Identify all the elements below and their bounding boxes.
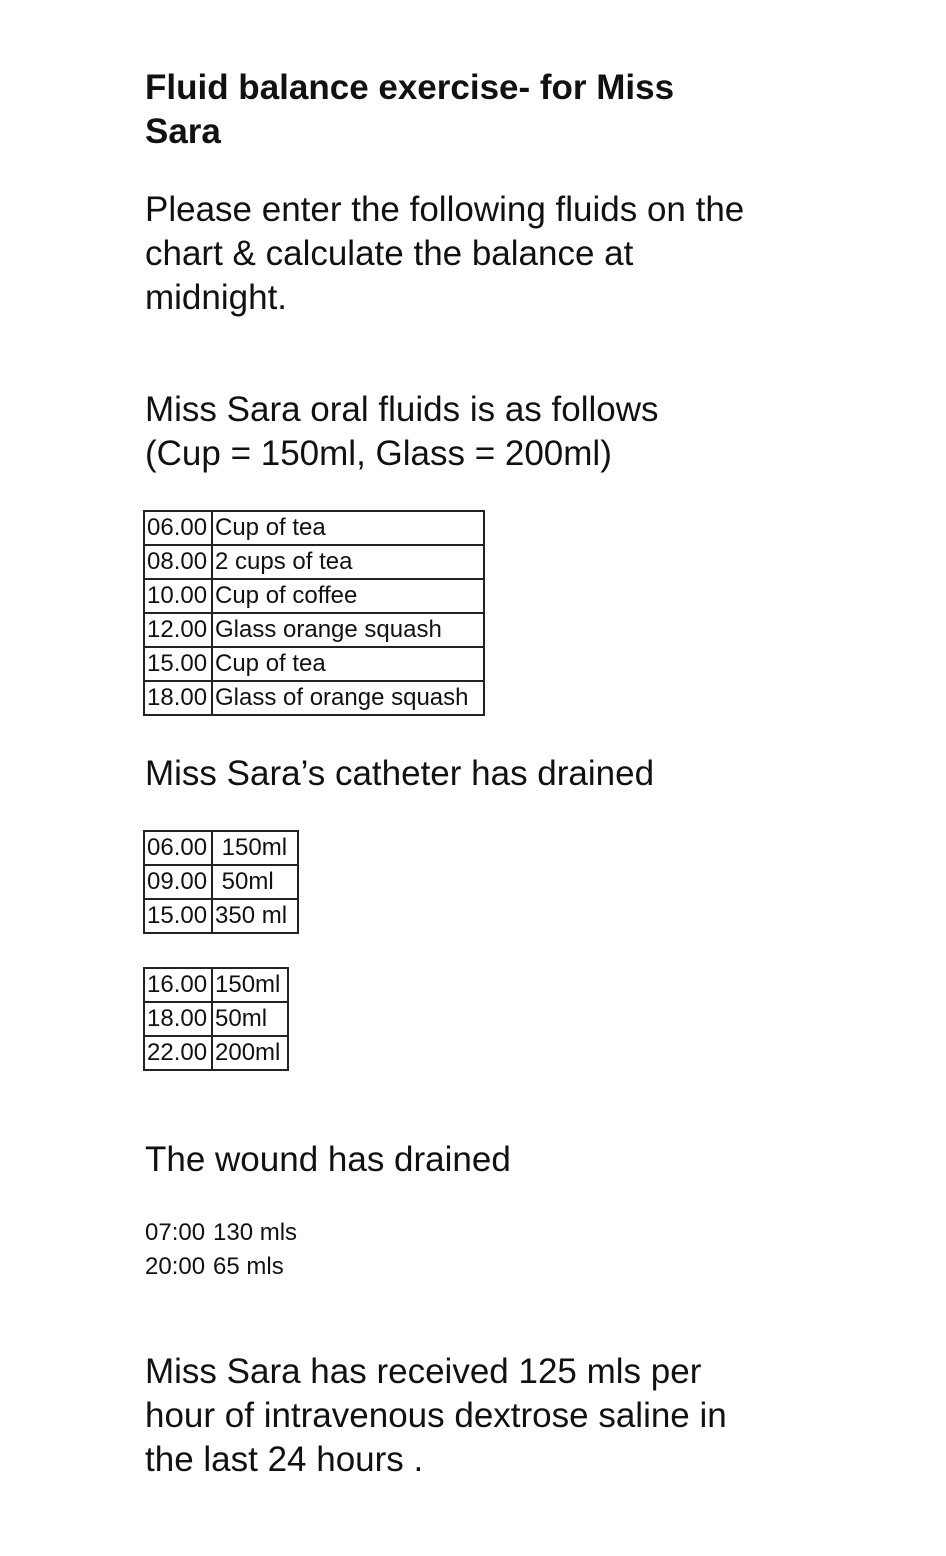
time-cell: 15.00 — [144, 899, 212, 933]
instructions-line-3: midnight. — [145, 278, 288, 317]
catheter-heading-text: Miss Sara’s catheter has drained — [145, 754, 655, 793]
wound-amount: 65 mls — [213, 1253, 284, 1280]
time-cell: 18.00 — [144, 1002, 212, 1036]
fluid-cell: 2 cups of tea — [212, 545, 484, 579]
amount-cell: 150ml — [212, 968, 288, 1002]
time-cell: 06.00 — [144, 831, 212, 865]
amount-cell: 350 ml — [212, 899, 298, 933]
table-row — [144, 647, 484, 681]
fluid-cell: Glass of orange squash — [212, 681, 484, 715]
fluid-cell: Cup of coffee — [212, 579, 484, 613]
table-row — [144, 511, 484, 545]
oral-heading-line-1: Miss Sara oral fluids is as follows — [145, 390, 659, 429]
wound-heading-text: The wound has drained — [145, 1140, 511, 1179]
time-cell: 18.00 — [144, 681, 212, 715]
time-cell: 22.00 — [144, 1036, 212, 1070]
time-cell: 09.00 — [144, 865, 212, 899]
table-row — [144, 681, 484, 715]
list-item — [145, 1250, 297, 1284]
page-title — [145, 66, 785, 154]
amount-cell: 50ml — [212, 865, 298, 899]
amount-cell: 150ml — [212, 831, 298, 865]
oral-heading-line-2: (Cup = 150ml, Glass = 200ml) — [145, 434, 612, 473]
catheter-table-1 — [143, 830, 299, 934]
amount-cell: 50ml — [212, 1002, 288, 1036]
title-line-2: Sara — [145, 112, 221, 151]
wound-time: 07:00 — [145, 1219, 206, 1246]
table-row — [144, 1002, 288, 1036]
wound-amount: 130 mls — [213, 1219, 298, 1246]
wound-heading — [145, 1138, 825, 1182]
catheter-heading — [145, 752, 825, 796]
iv-fluids-paragraph — [145, 1350, 825, 1482]
list-item — [145, 1216, 297, 1250]
fluid-cell: Cup of tea — [212, 647, 484, 681]
time-cell: 15.00 — [144, 647, 212, 681]
oral-fluids-table — [143, 510, 485, 716]
wound-time: 20:00 — [145, 1253, 206, 1280]
instructions-paragraph — [145, 188, 825, 320]
title-line-1: Fluid balance exercise- for Miss — [145, 68, 675, 107]
table-row — [144, 831, 298, 865]
fluid-cell: Cup of tea — [212, 511, 484, 545]
fluid-cell: Glass orange squash — [212, 613, 484, 647]
iv-line-1: Miss Sara has received 125 mls per — [145, 1352, 702, 1391]
table-row — [144, 545, 484, 579]
table-row — [144, 865, 298, 899]
catheter-table-2 — [143, 967, 289, 1071]
time-cell: 12.00 — [144, 613, 212, 647]
time-cell: 16.00 — [144, 968, 212, 1002]
table-row — [144, 968, 288, 1002]
instructions-line-2: chart & calculate the balance at — [145, 234, 634, 273]
table-row — [144, 613, 484, 647]
table-row — [144, 899, 298, 933]
table-row — [144, 579, 484, 613]
wound-drainage-list — [145, 1216, 297, 1284]
table-row — [144, 1036, 288, 1070]
oral-fluids-heading — [145, 388, 825, 476]
iv-line-3: the last 24 hours . — [145, 1440, 424, 1479]
amount-cell: 200ml — [212, 1036, 288, 1070]
time-cell: 06.00 — [144, 511, 212, 545]
time-cell: 08.00 — [144, 545, 212, 579]
iv-line-2: hour of intravenous dextrose saline in — [145, 1396, 727, 1435]
time-cell: 10.00 — [144, 579, 212, 613]
instructions-line-1: Please enter the following fluids on the — [145, 190, 745, 229]
